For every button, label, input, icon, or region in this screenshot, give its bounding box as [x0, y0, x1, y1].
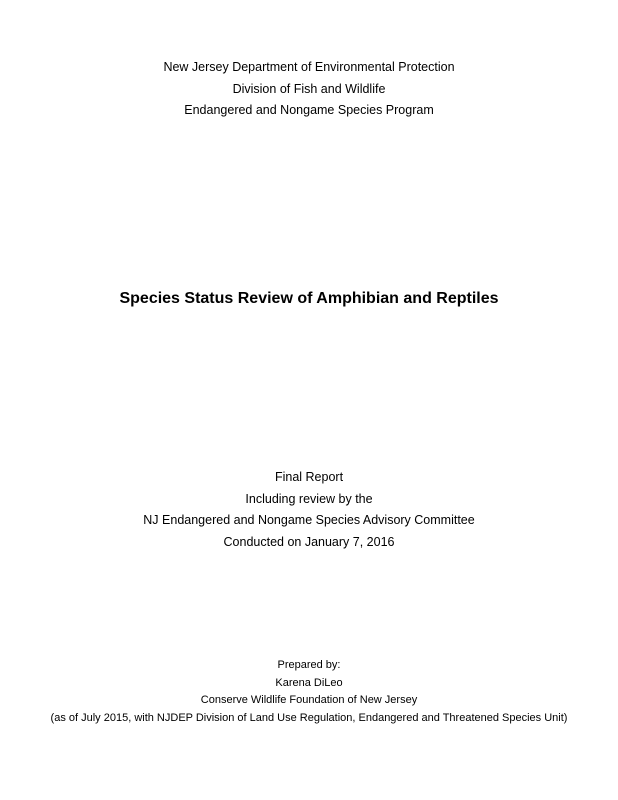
report-type: Final Report [274, 470, 344, 484]
prepared-by-label: Prepared by: [277, 659, 341, 671]
conducted-date: Conducted on January 7, 2016 [223, 535, 395, 550]
author-name: Karena DiLeo [275, 676, 343, 689]
program-name: Endangered and Nongame Species Program [184, 103, 434, 117]
department-name: New Jersey Department of Environmental Protection [163, 60, 455, 74]
review-note: Including review by the [245, 491, 373, 506]
prepared-by-section [0, 657, 618, 728]
division-name: Division of Fish and Wildlife [232, 81, 386, 96]
affiliation-note: (as of July 2015, with NJDEP Division of Land Use Regulation, Endangered and Threatened Species Unit) [50, 712, 568, 725]
document-title: Species Status Review of Amphibian and Reptiles [119, 290, 499, 307]
committee-name: NJ Endangered and Nongame Species Advisory Committee [143, 513, 475, 528]
organization-header [0, 57, 618, 122]
author-organization: Conserve Wildlife Foundation of New Jersey [200, 694, 418, 707]
report-info [0, 467, 618, 554]
